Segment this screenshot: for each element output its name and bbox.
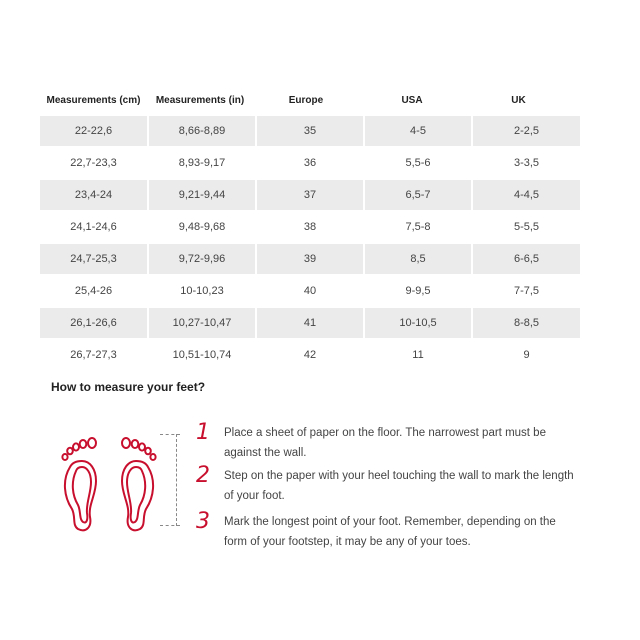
table-row [40, 340, 580, 370]
cell-cm: 26,1-26,6 [40, 308, 147, 338]
table-row [40, 212, 580, 242]
cell-uk: 7-7,5 [513, 285, 540, 297]
table-header [40, 88, 580, 112]
footprints-icon [52, 425, 182, 535]
cell-usa: 5,5-6 [405, 157, 431, 169]
cell-usa: 10-10,5 [365, 308, 471, 338]
cell-usa: 9-9,5 [405, 285, 431, 297]
table-row [40, 308, 580, 338]
table-row [40, 244, 580, 274]
header-europe: Europe [288, 94, 324, 106]
step-text-2: Step on the paper with your heel touching the wall to mark the length of your foot. [224, 470, 574, 502]
header-usa: USA [401, 94, 423, 106]
header-in: Measurements (in) [155, 94, 245, 106]
cell-europe: 35 [257, 116, 363, 146]
cell-in: 8,93-9,17 [178, 157, 226, 169]
cell-europe: 42 [303, 349, 317, 361]
table-row [40, 276, 580, 306]
cell-europe: 36 [303, 157, 317, 169]
how-to-measure-title: How to measure your feet? [51, 380, 206, 394]
step-number-3: 3 [196, 509, 210, 534]
cell-in: 10,51-10,74 [172, 349, 232, 361]
cell-cm: 26,7-27,3 [70, 349, 117, 361]
table-row [40, 116, 580, 146]
step-number-2: 2 [196, 463, 210, 488]
header-cm: Measurements (cm) [46, 94, 141, 106]
table-row [40, 148, 580, 178]
length-guide-line [176, 434, 177, 526]
cell-uk: 5-5,5 [513, 221, 540, 233]
cell-uk: 4-4,5 [473, 180, 580, 210]
cell-cm: 24,1-24,6 [70, 221, 117, 233]
cell-cm: 23,4-24 [40, 180, 147, 210]
cell-usa: 11 [412, 349, 424, 361]
cell-in: 10-10,23 [180, 285, 224, 297]
cell-in: 9,72-9,96 [149, 244, 255, 274]
cell-cm: 25,4-26 [74, 285, 113, 297]
cell-uk: 6-6,5 [473, 244, 580, 274]
cell-usa: 8,5 [365, 244, 471, 274]
cell-usa: 7,5-8 [405, 221, 431, 233]
cell-cm: 22-22,6 [40, 116, 147, 146]
cell-europe: 37 [257, 180, 363, 210]
cell-in: 8,66-8,89 [149, 116, 255, 146]
cell-europe: 38 [303, 221, 317, 233]
cell-uk: 2-2,5 [473, 116, 580, 146]
cell-uk: 3-3,5 [513, 157, 540, 169]
cell-usa: 4-5 [365, 116, 471, 146]
cell-uk: 9 [523, 349, 530, 361]
step-text-3: Mark the longest point of your foot. Remember, depending on the form of your footstep, it may be any of your toes. [224, 516, 556, 548]
bottom-guide-line [160, 525, 180, 527]
cell-europe: 41 [257, 308, 363, 338]
cell-usa: 6,5-7 [365, 180, 471, 210]
cell-cm: 22,7-23,3 [70, 157, 117, 169]
cell-uk: 8-8,5 [473, 308, 580, 338]
header-uk: UK [511, 94, 526, 106]
cell-europe: 39 [257, 244, 363, 274]
cell-cm: 24,7-25,3 [40, 244, 147, 274]
cell-in: 9,21-9,44 [149, 180, 255, 210]
cell-in: 9,48-9,68 [178, 221, 226, 233]
top-guide-line [160, 434, 180, 436]
size-chart-table [40, 88, 580, 370]
cell-in: 10,27-10,47 [149, 308, 255, 338]
step-text-1: Place a sheet of paper on the floor. The narrowest part must be against the wall. [224, 427, 546, 459]
step-number-1: 1 [196, 420, 210, 445]
cell-europe: 40 [303, 285, 317, 297]
table-row [40, 180, 580, 210]
